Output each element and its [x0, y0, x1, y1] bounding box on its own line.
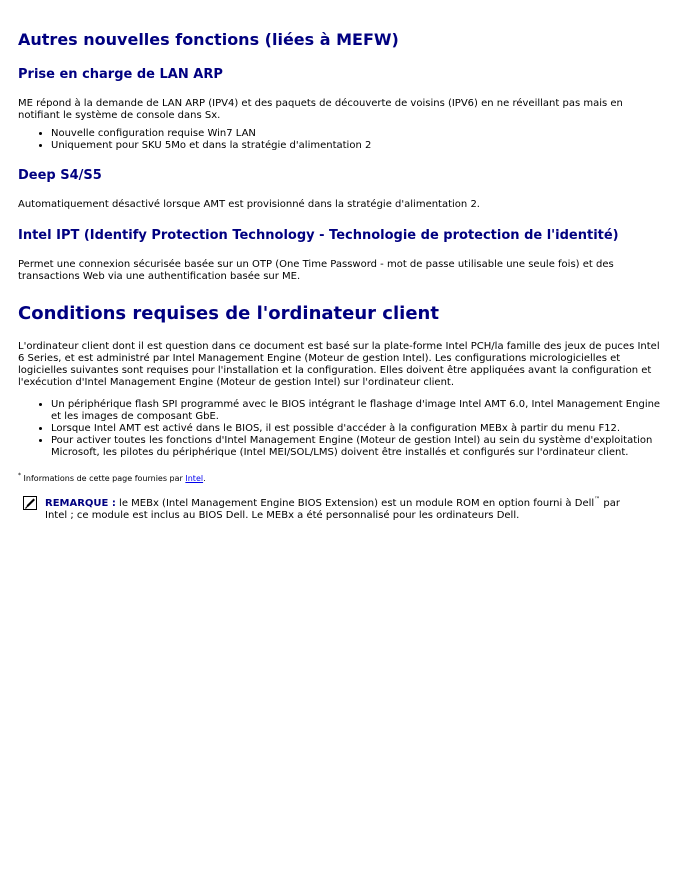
- note-body-before: le MEBx (Intel Management Engine BIOS Extension) est un module ROM en option fourni à Dell: [119, 498, 595, 509]
- trademark-symbol: ™: [594, 496, 601, 503]
- lan-arp-list: [18, 128, 662, 152]
- footnote-marker: *: [18, 472, 21, 479]
- footnote-end: .: [203, 474, 206, 483]
- list-item: • Uniquement pour SKU 5Mo et dans la stratégie d'alimentation 2: [51, 140, 662, 152]
- note-box: [18, 494, 662, 522]
- heading-deep-s4-s5: Deep S4/S5: [18, 168, 102, 183]
- list-item: • Lorsque Intel AMT est activé dans le BIOS, il est possible d'accéder à la configuration MEBx à partir du menu F12.: [51, 423, 662, 435]
- list-item: • Pour activer toutes les fonctions d'Intel Management Engine (Moteur de gestion Intel) au sein du système d'exploitation Microsoft, les pilotes du périphérique (Intel MEI/SOL/LMS) doivent être installés et configurés sur l'ordinateur client.: [51, 435, 662, 459]
- heading-mefw-features: Autres nouvelles fonctions (liées à MEFW): [18, 30, 399, 49]
- list-item: • Un périphérique flash SPI programmé avec le BIOS intégrant le flashage d'image Intel AMT 6.0, Intel Management Engine et les images de composant GbE.: [51, 399, 662, 423]
- intel-ipt-paragraph: Permet une connexion sécurisée basée sur un OTP (One Time Password - mot de passe utilisable une seule fois) et des transactions Web via une authentification basée sur ME.: [18, 259, 614, 282]
- note-label: REMARQUE :: [45, 498, 116, 509]
- heading-intel-ipt: Intel IPT (Identify Protection Technology - Technologie de protection de l'identité): [18, 228, 619, 243]
- footnote: [18, 471, 662, 484]
- note-pencil-icon: [23, 496, 37, 510]
- lan-arp-paragraph: ME répond à la demande de LAN ARP (IPV4) et des paquets de découverte de voisins (IPV6) en ne réveillant pas mais en notifiant le système de console dans Sx.: [18, 98, 623, 121]
- note-body-after: par Intel ; ce module est inclus au BIOS Dell. Le MEBx a été personnalisé pour les ordinateurs Dell.: [45, 498, 620, 521]
- client-requirements-list: [18, 399, 662, 459]
- note-text: [45, 494, 645, 522]
- deep-s4-s5-paragraph: Automatiquement désactivé lorsque AMT est provisionné dans la stratégie d'alimentation 2.: [18, 199, 480, 210]
- heading-lan-arp: Prise en charge de LAN ARP: [18, 67, 223, 82]
- client-requirements-paragraph: L'ordinateur client dont il est question dans ce document est basé sur la plate-forme Intel PCH/la famille des jeux de puces Intel 6 Series, et est administré par Intel Management Engine (Moteur de gestion Intel). Les configurations micrologicielles et logicielles suivantes sont requises pour l'installation et la configuration. Elles doivent être appliquées avant la configuration et l'exécution d'Intel Management Engine (Moteur de gestion Intel) sur l'ordinateur client.: [18, 341, 660, 388]
- heading-client-requirements: Conditions requises de l'ordinateur client: [18, 303, 439, 324]
- list-item: • Nouvelle configuration requise Win7 LAN: [51, 128, 662, 140]
- footnote-text: Informations de cette page fournies par: [23, 474, 183, 483]
- intel-link[interactable]: Intel: [185, 474, 204, 483]
